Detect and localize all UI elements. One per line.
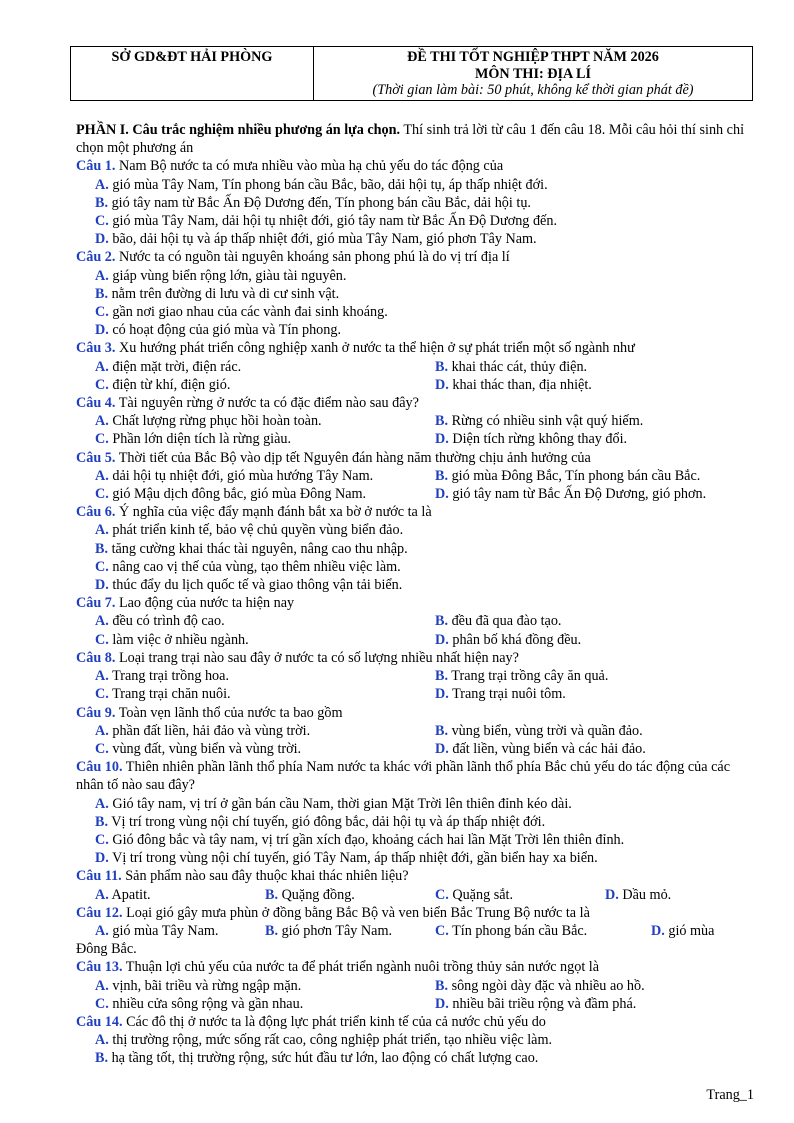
option-row (76, 977, 758, 995)
option (76, 849, 758, 867)
option (76, 176, 758, 194)
option (95, 922, 265, 940)
option-text: thúc đẩy du lịch quốc tế và giao thông vận tải biển. (108, 577, 403, 594)
option-key: B. (95, 285, 109, 302)
option-key: B. (435, 467, 449, 484)
option-key: C. (95, 486, 109, 503)
question (76, 958, 758, 976)
option-text: Chất lượng rừng phục hồi hoàn toàn. (108, 413, 322, 430)
question-label: Câu 8. (76, 649, 116, 666)
option-row (76, 722, 758, 740)
option-key: A. (95, 886, 109, 903)
option-key: C. (95, 213, 109, 230)
option (95, 995, 435, 1013)
option-key: C. (95, 995, 109, 1012)
option (95, 612, 435, 630)
option-key: D. (435, 686, 449, 703)
option-key: D. (435, 631, 449, 648)
question (76, 704, 758, 722)
option-row (76, 485, 758, 503)
option-key: B. (265, 922, 279, 939)
option (76, 267, 758, 285)
option-text: đều đã qua đào tạo. (448, 613, 562, 630)
option-text: gió mùa Tây Nam, dải hội tụ nhiệt đới, gió tây nam từ Bắc Ấn Độ Dương đến. (108, 213, 557, 230)
option-text: Gió tây nam, vị trí ở gần bán cầu Nam, thời gian Mặt Trời lên thiên đỉnh kéo dài. (108, 795, 572, 812)
option (76, 540, 758, 558)
option-key: A. (95, 413, 109, 430)
option (76, 1031, 758, 1049)
exam-subject: MÔN THI: ĐỊA LÍ (474, 65, 591, 82)
option (95, 485, 435, 503)
question (76, 248, 758, 266)
option (95, 685, 435, 703)
option (76, 558, 758, 576)
option-row (76, 467, 758, 485)
option-text: tăng cường khai thác tài nguyên, nâng cao thu nhập. (108, 540, 408, 557)
option (95, 740, 435, 758)
option (95, 631, 435, 649)
option-key: C. (95, 558, 109, 575)
option-text: khai thác than, địa nhiệt. (448, 376, 592, 393)
option-text: nhiều cửa sông rộng và gần nhau. (108, 995, 304, 1012)
option-key: D. (651, 922, 665, 939)
option-key: B. (435, 358, 449, 375)
question-text: Xu hướng phát triển công nghiệp xanh ở nước ta thể hiện ở sự phát triển một số ngành như (115, 340, 635, 357)
option-row (76, 886, 758, 904)
option (435, 722, 643, 740)
option-key: B. (435, 668, 449, 685)
question-text: Lao động của nước ta hiện nay (115, 595, 295, 612)
option-text: gió phơn Tây Nam. (278, 922, 393, 939)
option-key: D. (95, 577, 109, 594)
option (76, 1049, 758, 1067)
option-text: thị trường rộng, mức sống rất cao, công nghiệp phát triển, tạo nhiều việc làm. (108, 1032, 553, 1049)
question-text: Toàn vẹn lãnh thổ của nước ta bao gồm (115, 704, 343, 721)
option-text: Rừng có nhiều sinh vật quý hiếm. (448, 413, 644, 430)
option-key: A. (95, 922, 109, 939)
option-key: A. (95, 176, 109, 193)
option (435, 631, 581, 649)
question-label: Câu 1. (76, 158, 116, 175)
option-text: gió tây nam từ Bắc Ấn Độ Dương đến, Tín phong bán cầu Bắc, dải hội tụ. (108, 194, 531, 211)
question-label: Câu 13. (76, 959, 123, 976)
option-text: sông ngòi dày đặc và nhiều ao hồ. (448, 977, 645, 994)
option-text: Dầu mỏ. (618, 886, 672, 903)
question (76, 503, 758, 521)
option (76, 831, 758, 849)
option (435, 740, 646, 758)
option (95, 376, 435, 394)
exam-header-table (70, 46, 753, 101)
option (435, 430, 627, 448)
option-key: D. (435, 431, 449, 448)
question-label: Câu 5. (76, 449, 116, 466)
option-text: vùng biển, vùng trời và quần đảo. (448, 722, 643, 739)
option-text: dải hội tụ nhiệt đới, gió mùa hướng Tây Nam. (108, 467, 374, 484)
option-text: nhiều bãi triều rộng và đầm phá. (448, 995, 637, 1012)
option-key: C. (95, 831, 109, 848)
exam-time-note: (Thời gian làm bài: 50 phút, không kể thời gian phát đề) (372, 82, 694, 98)
option (76, 795, 758, 813)
option-text: gió mùa Đông Bắc, Tín phong bán cầu Bắc. (448, 467, 701, 484)
option (76, 230, 758, 248)
option-key: A. (95, 722, 109, 739)
option (605, 886, 671, 904)
question-label: Câu 9. (76, 704, 116, 721)
option (435, 485, 706, 503)
question (76, 594, 758, 612)
option-row (76, 358, 758, 376)
option-text: gió tây nam từ Bắc Ấn Độ Dương, gió phơn. (448, 486, 707, 503)
option-text: Trang trại trồng hoa. (108, 668, 229, 685)
question-text: Thiên nhiên phần lãnh thổ phía Nam nước ta khác với phần lãnh thổ phía Bắc chủ yếu do tác động của các nhân tố nào sau đây? (76, 759, 730, 794)
option-key: A. (95, 977, 109, 994)
question-label: Câu 11. (76, 868, 122, 885)
option-key: D. (435, 740, 449, 757)
option-row (76, 740, 758, 758)
option-row (76, 631, 758, 649)
question-text: Nước ta có nguồn tài nguyên khoáng sản phong phú là do vị trí địa lí (115, 249, 510, 266)
header-right-cell (314, 47, 753, 101)
option (76, 212, 758, 230)
option-key: D. (95, 231, 109, 248)
option (95, 412, 435, 430)
option (95, 430, 435, 448)
option-key: B. (435, 722, 449, 739)
option-key: D. (95, 322, 109, 339)
option (435, 886, 605, 904)
option-key: D. (435, 376, 449, 393)
question-label: Câu 12. (76, 904, 123, 921)
option (435, 412, 643, 430)
option-text: điện từ khí, điện gió. (108, 376, 231, 393)
option (435, 667, 608, 685)
question (76, 449, 758, 467)
option (95, 667, 435, 685)
option-text: gió mùa (664, 922, 715, 939)
header-left-cell (71, 47, 314, 101)
option (265, 886, 435, 904)
option (76, 321, 758, 339)
option (76, 813, 758, 831)
exam-body (76, 121, 758, 1068)
option-key: C. (95, 740, 109, 757)
option-key: D. (435, 995, 449, 1012)
option (435, 995, 636, 1013)
option (435, 922, 651, 940)
option-key: B. (435, 613, 449, 630)
question-label: Câu 10. (76, 759, 123, 776)
option-text: hạ tầng tốt, thị trường rộng, sức hút đầu tư lớn, lao động có chất lượng cao. (108, 1050, 539, 1067)
option-text: gần nơi giao nhau của các vành đai sinh khoáng. (108, 304, 388, 321)
option-text: giáp vùng biển rộng lớn, giàu tài nguyên. (108, 267, 347, 284)
option-key: A. (95, 613, 109, 630)
question-text: Thời tiết của Bắc Bộ vào dịp tết Nguyên đán hàng năm thường chịu ảnh hưởng của (115, 449, 591, 466)
option-text: có hoạt động của gió mùa và Tín phong. (108, 322, 342, 339)
option (95, 722, 435, 740)
option-key: A. (95, 522, 109, 539)
question (76, 339, 758, 357)
option (76, 576, 758, 594)
page-number: Trang_1 (706, 1087, 754, 1103)
option (435, 358, 587, 376)
question-text: Nam Bộ nước ta có mưa nhiều vào mùa hạ chủ yếu do tác động của (115, 158, 504, 175)
option-key: B. (95, 540, 109, 557)
option-key: D. (435, 486, 449, 503)
part-instruction: Thí sinh trả lời từ câu 1 đến câu 18. Mỗi câu hỏi thí sinh chỉ chọn một phương án (76, 122, 745, 157)
question-label: Câu 14. (76, 1013, 123, 1030)
option-text: nằm trên đường di lưu và di cư sinh vật. (108, 285, 340, 302)
option-key: B. (435, 977, 449, 994)
option (651, 922, 714, 940)
option-text: đều có trình độ cao. (108, 613, 225, 630)
option-key: B. (95, 1050, 109, 1067)
option (76, 285, 758, 303)
option (95, 886, 265, 904)
option-text: Trang trại nuôi tôm. (448, 686, 566, 703)
option-text: Gió đông bắc và tây nam, vị trí gần xích đạo, khoảng cách hai lần Mặt Trời lên thiên đỉnh. (108, 831, 625, 848)
option-text: gió mùa Tây Nam. (108, 922, 219, 939)
option-key: C. (95, 431, 109, 448)
option-key: C. (95, 304, 109, 321)
option-text: phát triển kinh tế, bảo vệ chủ quyền vùng biển đảo. (108, 522, 404, 539)
option (76, 303, 758, 321)
question (76, 867, 758, 885)
option-row (76, 412, 758, 430)
option-key: C. (95, 376, 109, 393)
option-key: A. (95, 267, 109, 284)
option-text: Apatit. (108, 886, 151, 903)
option-key: A. (95, 668, 109, 685)
option (76, 521, 758, 539)
option-key: C. (95, 631, 109, 648)
option-text: bão, dải hội tụ và áp thấp nhiệt đới, gió mùa Tây Nam, gió phơn Tây Nam. (108, 231, 537, 248)
option (95, 358, 435, 376)
option-text: Trang trại chăn nuôi. (108, 686, 231, 703)
question-text: Tài nguyên rừng ở nước ta có đặc điểm nào sau đây? (115, 395, 419, 412)
option-text: Vị trí trong vùng nội chí tuyến, gió Tây Nam, áp thấp nhiệt đới, gần biển hay xa biển. (108, 850, 598, 867)
question-label: Câu 7. (76, 595, 116, 612)
question-text: Sản phẩm nào sau đây thuộc khai thác nhiên liệu? (121, 868, 409, 885)
option (435, 685, 566, 703)
option-text: vịnh, bãi triều và rừng ngập mặn. (108, 977, 302, 994)
option-text: Vị trí trong vùng nội chí tuyến, gió đông bắc, dải hội tụ và áp thấp nhiệt đới. (108, 813, 546, 830)
option-row (76, 430, 758, 448)
question-label: Câu 6. (76, 504, 116, 521)
option-text: đất liền, vùng biển và các hải đảo. (448, 740, 646, 757)
option (265, 922, 435, 940)
question-text: Các đô thị ở nước ta là động lực phát triển kinh tế của cả nước chủ yếu do (122, 1013, 546, 1030)
option (76, 194, 758, 212)
question-text: Thuận lợi chủ yếu của nước ta để phát triển ngành nuôi trồng thủy sản nước ngọt là (122, 959, 600, 976)
option-key: B. (435, 413, 449, 430)
option-text: phần đất liền, hải đảo và vùng trời. (108, 722, 311, 739)
option-row (76, 667, 758, 685)
exam-title: ĐỀ THI TỐT NGHIỆP THPT NĂM 2026 (407, 49, 659, 65)
question-label: Câu 3. (76, 340, 116, 357)
option-text: phân bố khá đồng đều. (448, 631, 582, 648)
question-text: Ý nghĩa của việc đẩy mạnh đánh bắt xa bờ ở nước ta là (115, 504, 432, 521)
question (76, 649, 758, 667)
option-text: Tín phong bán cầu Bắc. (448, 922, 588, 939)
part-title: PHẦN I. Câu trắc nghiệm nhiều phương án lựa chọn. (76, 122, 401, 138)
question-text: Loại trang trại nào sau đây ở nước ta có số lượng nhiều nhất hiện nay? (115, 649, 519, 666)
option (435, 376, 592, 394)
option-key: B. (95, 194, 109, 211)
option-text: Diện tích rừng không thay đổi. (448, 431, 628, 448)
question (76, 157, 758, 175)
option-text: Quặng đồng. (278, 886, 355, 903)
option-row (76, 922, 758, 940)
option-text: làm việc ở nhiều ngành. (108, 631, 249, 648)
question (76, 904, 758, 922)
option-text: gió mùa Tây Nam, Tín phong bán cầu Bắc, bão, dải hội tụ, áp thấp nhiệt đới. (108, 176, 548, 193)
option-row (76, 376, 758, 394)
option-text: Quặng sắt. (448, 886, 514, 903)
option-key: A. (95, 1032, 109, 1049)
option-key: B. (95, 813, 109, 830)
option (435, 977, 645, 995)
option-text: vùng đất, vùng biển và vùng trời. (108, 740, 302, 757)
option-text: điện mặt trời, điện rác. (108, 358, 242, 375)
question-label: Câu 4. (76, 395, 116, 412)
option-key: A. (95, 795, 109, 812)
option-text: gió Mậu dịch đông bắc, gió mùa Đông Nam. (108, 486, 367, 503)
option-key: D. (95, 850, 109, 867)
option-key: A. (95, 358, 109, 375)
option-row (76, 685, 758, 703)
option-key: C. (435, 922, 449, 939)
option-key: C. (95, 686, 109, 703)
option-text: Trang trại trồng cây ăn quả. (448, 668, 609, 685)
option (95, 977, 435, 995)
option-row (76, 612, 758, 630)
option-continuation: Đông Bắc. (76, 941, 137, 958)
option-key: A. (95, 467, 109, 484)
option-key: C. (435, 886, 449, 903)
option-text: Phần lớn diện tích là rừng giàu. (108, 431, 292, 448)
question (76, 394, 758, 412)
option-row (76, 995, 758, 1013)
option (95, 467, 435, 485)
part-heading (76, 121, 758, 157)
question (76, 758, 758, 794)
question-label: Câu 2. (76, 249, 116, 266)
option (435, 467, 700, 485)
option (435, 612, 561, 630)
question-text: Loại gió gây mưa phùn ở đồng bằng Bắc Bộ và ven biển Bắc Trung Bộ nước ta là (122, 904, 590, 921)
option-key: D. (605, 886, 619, 903)
question (76, 1013, 758, 1031)
option-key: B. (265, 886, 279, 903)
option-text: nâng cao vị thế của vùng, tạo thêm nhiều việc làm. (108, 558, 401, 575)
option-text: khai thác cát, thủy điện. (448, 358, 588, 375)
school-department: SỞ GD&ĐT HẢI PHÒNG (111, 49, 273, 65)
